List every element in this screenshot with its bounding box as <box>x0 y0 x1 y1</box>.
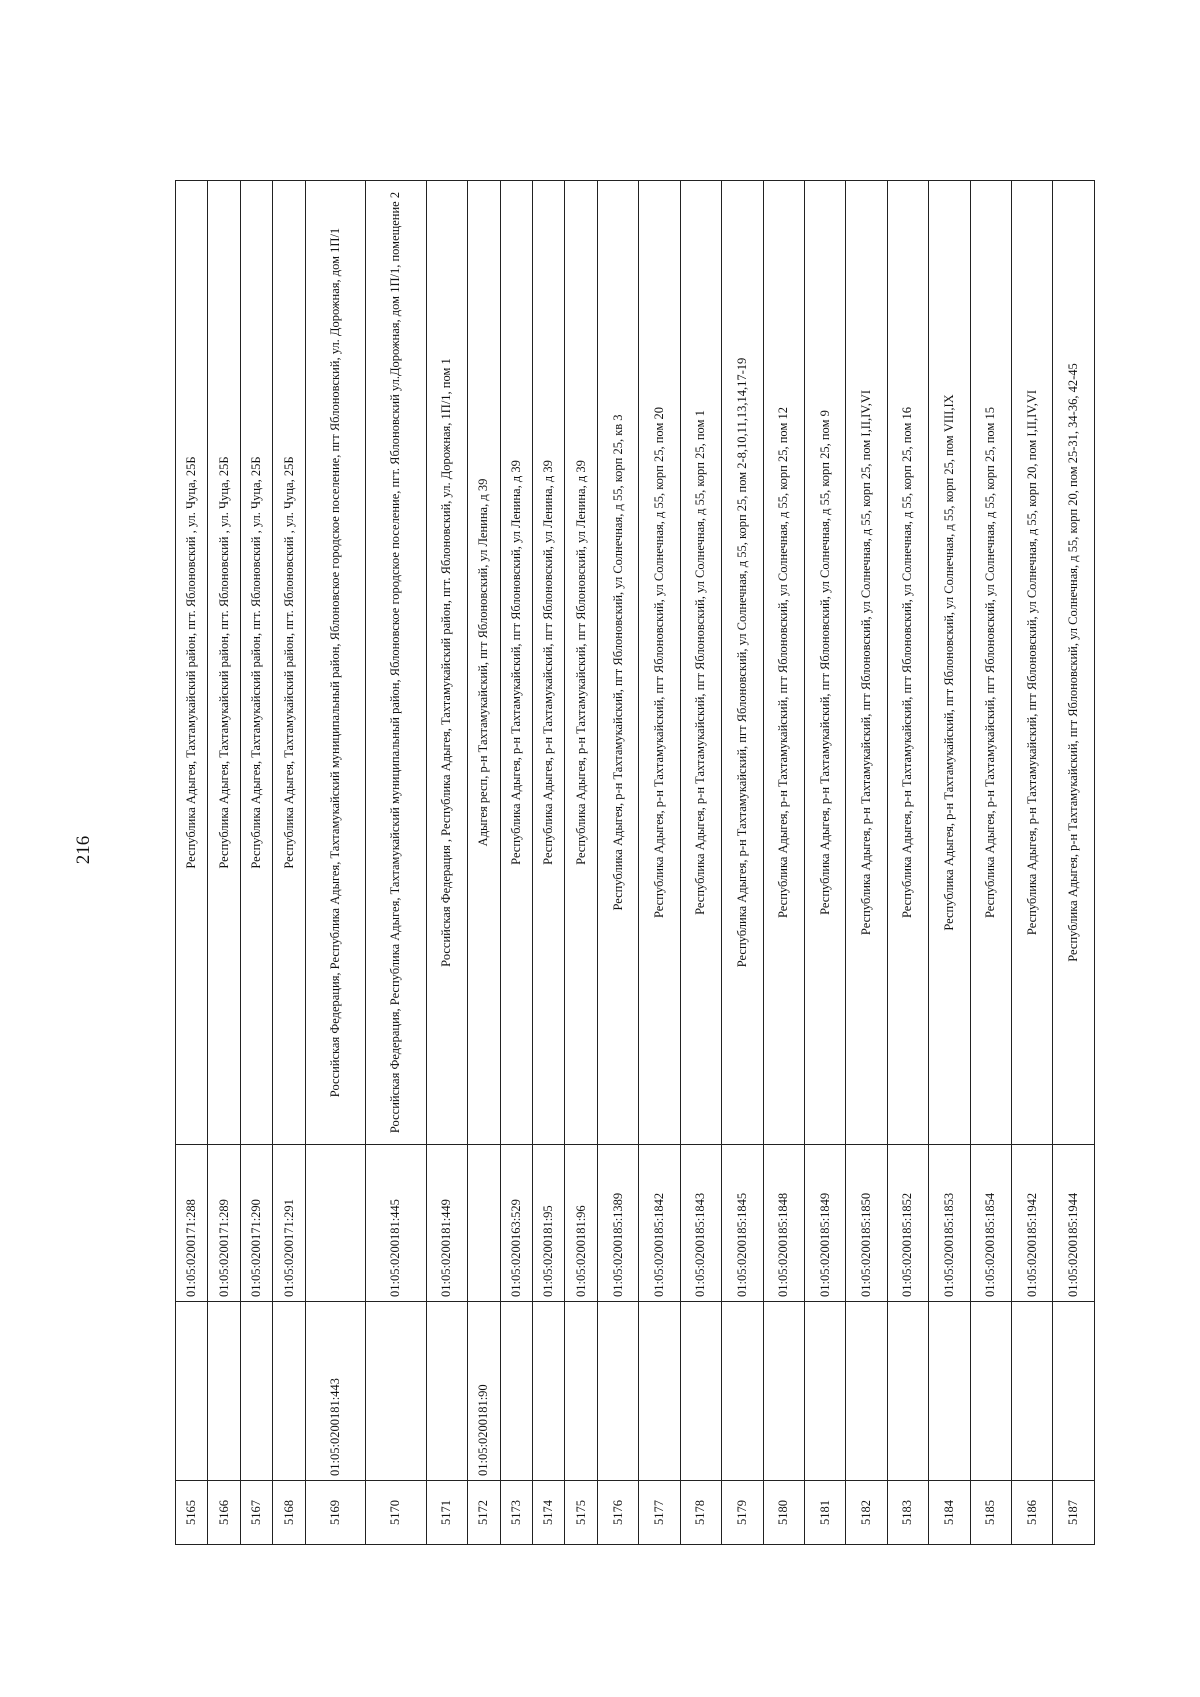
registry-table-body <box>176 181 1095 1545</box>
row-number: 5177 <box>639 1481 680 1545</box>
table-row <box>273 181 305 1545</box>
address: Республика Адыгея, р-н Тахтамукайский, пгт Яблоновский, ул Солнечная, д 55, корп 20, пом I,II,IV,VI <box>1011 181 1052 1145</box>
row-number: 5176 <box>597 1481 638 1545</box>
address: Республика Адыгея, р-н Тахтамукайский, пгт Яблоновский, ул Солнечная, д 55, корп 25, пом VIII,IX <box>929 181 970 1145</box>
parent-cadastral-number <box>565 1302 597 1481</box>
cadastral-number: 01:05:0200185:1942 <box>1011 1145 1052 1302</box>
address: Республика Адыгея, р-н Тахтамукайский, пгт Яблоновский, ул Солнечная, д 55, корп 25, пом 20 <box>639 181 680 1145</box>
table-row <box>176 181 208 1545</box>
address: Республика Адыгея, р-н Тахтамукайский, пгт Яблоновский, ул Солнечная, д 55, корп 25, пом 12 <box>763 181 804 1145</box>
row-number: 5172 <box>468 1481 500 1545</box>
address: Российская Федерация , Республика Адыгея, Тахтамукайский район, пгт. Яблоновский, ул. Дорожная, 1П/1, пом 1 <box>426 181 467 1145</box>
cadastral-number: 01:05:0200185:1850 <box>846 1145 887 1302</box>
row-number: 5175 <box>565 1481 597 1545</box>
cadastral-number: 01:05:0200163:529 <box>500 1145 532 1302</box>
row-number: 5181 <box>804 1481 845 1545</box>
table-row <box>1011 181 1052 1545</box>
address: Республика Адыгея, Тахтамукайский район, пгт. Яблоновский , ул. Чуца, 25Б <box>208 181 240 1145</box>
table-row <box>208 181 240 1545</box>
cadastral-number: 01:05:0200171:291 <box>273 1145 305 1302</box>
parent-cadastral-number <box>426 1302 467 1481</box>
table-row <box>804 181 845 1545</box>
cadastral-number: 01:05:0200185:1843 <box>680 1145 721 1302</box>
parent-cadastral-number <box>597 1302 638 1481</box>
page-number: 216 <box>73 835 94 865</box>
row-number: 5167 <box>240 1481 272 1545</box>
table-row <box>565 181 597 1545</box>
row-number: 5168 <box>273 1481 305 1545</box>
cadastral-number: 01:05:0200181:445 <box>366 1145 426 1302</box>
address: Адыгея респ, р-н Тахтамукайский, пгт Яблоновский, ул Ленина, д 39 <box>468 181 500 1145</box>
parent-cadastral-number <box>929 1302 970 1481</box>
row-number: 5183 <box>887 1481 928 1545</box>
table-row <box>929 181 970 1545</box>
address: Российская Федерация, Республика Адыгея, Тахтамукайский муниципальный район, Яблоновское городское поселение, пгт Яблоновский, ул. Дорожная, дом 1П/1 <box>305 181 365 1145</box>
address: Российская Федерация, Республика Адыгея, Тахтамукайский муниципальный район, Яблоновское городское поселение, пгт. Яблоновский ул.Дорожная, дом 1П/1, помещение 2 <box>366 181 426 1145</box>
cadastral-number: 01:05:0200185:1853 <box>929 1145 970 1302</box>
address: Республика Адыгея, Тахтамукайский район, пгт. Яблоновский , ул. Чуца, 25Б <box>176 181 208 1145</box>
address: Республика Адыгея, р-н Тахтамукайский, пгт Яблоновский, ул Ленина, д 39 <box>565 181 597 1145</box>
row-number: 5178 <box>680 1481 721 1545</box>
parent-cadastral-number <box>639 1302 680 1481</box>
cadastral-number: 01:05:0200171:289 <box>208 1145 240 1302</box>
table-row <box>468 181 500 1545</box>
row-number: 5185 <box>970 1481 1011 1545</box>
parent-cadastral-number: 01:05:0200181:90 <box>468 1302 500 1481</box>
address: Республика Адыгея, Тахтамукайский район, пгт. Яблоновский , ул. Чуца, 25Б <box>240 181 272 1145</box>
table-row <box>426 181 467 1545</box>
parent-cadastral-number <box>970 1302 1011 1481</box>
parent-cadastral-number <box>1053 1302 1095 1481</box>
row-number: 5171 <box>426 1481 467 1545</box>
address: Республика Адыгея, Тахтамукайский район, пгт. Яблоновский , ул. Чуца, 25Б <box>273 181 305 1145</box>
row-number: 5179 <box>722 1481 763 1545</box>
table-row <box>639 181 680 1545</box>
table-row <box>970 181 1011 1545</box>
address: Республика Адыгея, р-н Тахтамукайский, пгт Яблоновский, ул Солнечная, д 55, корп 25, пом 2-8,10,11,13,14,17-19 <box>722 181 763 1145</box>
cadastral-number: 01:05:0200185:1944 <box>1053 1145 1095 1302</box>
cadastral-number: 01:05:0200171:288 <box>176 1145 208 1302</box>
row-number: 5174 <box>533 1481 565 1545</box>
parent-cadastral-number <box>208 1302 240 1481</box>
table-row <box>680 181 721 1545</box>
address: Республика Адыгея, р-н Тахтамукайский, пгт Яблоновский, ул Солнечная, д 55, корп 25, пом I,II,IV,VI <box>846 181 887 1145</box>
cadastral-number: 01:05:0200185:1845 <box>722 1145 763 1302</box>
cadastral-number: 01:05:0200185:1854 <box>970 1145 1011 1302</box>
parent-cadastral-number <box>804 1302 845 1481</box>
address: Республика Адыгея, р-н Тахтамукайский, пгт Яблоновский, ул Солнечная, д 55, корп 25, пом 15 <box>970 181 1011 1145</box>
parent-cadastral-number <box>763 1302 804 1481</box>
row-number: 5165 <box>176 1481 208 1545</box>
parent-cadastral-number <box>176 1302 208 1481</box>
cadastral-number: 01:05:0200185:1849 <box>804 1145 845 1302</box>
parent-cadastral-number <box>846 1302 887 1481</box>
table-row <box>763 181 804 1545</box>
row-number: 5182 <box>846 1481 887 1545</box>
parent-cadastral-number: 01:05:0200181:443 <box>305 1302 365 1481</box>
registry-table-container <box>175 180 1095 1545</box>
cadastral-number: 01:05:0200181:449 <box>426 1145 467 1302</box>
registry-table <box>175 180 1095 1545</box>
table-row <box>887 181 928 1545</box>
address: Республика Адыгея, р-н Тахтамукайский, пгт Яблоновский, ул Солнечная, д 55, корп 20, пом 25-31, 34-36, 42-45 <box>1053 181 1095 1145</box>
parent-cadastral-number <box>722 1302 763 1481</box>
cadastral-number: 01:05:0200171:290 <box>240 1145 272 1302</box>
row-number: 5187 <box>1053 1481 1095 1545</box>
cadastral-number: 01:05:0200181:96 <box>565 1145 597 1302</box>
cadastral-number <box>468 1145 500 1302</box>
row-number: 5173 <box>500 1481 532 1545</box>
parent-cadastral-number <box>273 1302 305 1481</box>
table-row <box>722 181 763 1545</box>
parent-cadastral-number <box>240 1302 272 1481</box>
table-row <box>1053 181 1095 1545</box>
table-row <box>305 181 365 1545</box>
cadastral-number: 01:05:0200185:1842 <box>639 1145 680 1302</box>
row-number: 5184 <box>929 1481 970 1545</box>
table-row <box>533 181 565 1545</box>
parent-cadastral-number <box>366 1302 426 1481</box>
cadastral-number: 01:05:0200185:1389 <box>597 1145 638 1302</box>
row-number: 5169 <box>305 1481 365 1545</box>
parent-cadastral-number <box>1011 1302 1052 1481</box>
address: Республика Адыгея, р-н Тахтамукайский, пгт Яблоновский, ул Солнечная, д 55, корп 25, пом 16 <box>887 181 928 1145</box>
row-number: 5170 <box>366 1481 426 1545</box>
cadastral-number: 01:05:0200181:95 <box>533 1145 565 1302</box>
cadastral-number <box>305 1145 365 1302</box>
address: Республика Адыгея, р-н Тахтамукайский, пгт Яблоновский, ул Солнечная, д 55, корп 25, кв 3 <box>597 181 638 1145</box>
row-number: 5186 <box>1011 1481 1052 1545</box>
row-number: 5166 <box>208 1481 240 1545</box>
address: Республика Адыгея, р-н Тахтамукайский, пгт Яблоновский, ул Ленина, д 39 <box>533 181 565 1145</box>
table-row <box>500 181 532 1545</box>
address: Республика Адыгея, р-н Тахтамукайский, пгт Яблоновский, ул Солнечная, д 55, корп 25, пом 1 <box>680 181 721 1145</box>
cadastral-number: 01:05:0200185:1852 <box>887 1145 928 1302</box>
parent-cadastral-number <box>887 1302 928 1481</box>
parent-cadastral-number <box>500 1302 532 1481</box>
table-row <box>366 181 426 1545</box>
table-row <box>846 181 887 1545</box>
cadastral-number: 01:05:0200185:1848 <box>763 1145 804 1302</box>
table-row <box>597 181 638 1545</box>
table-row <box>240 181 272 1545</box>
address: Республика Адыгея, р-н Тахтамукайский, пгт Яблоновский, ул Солнечная, д 55, корп 25, пом 9 <box>804 181 845 1145</box>
parent-cadastral-number <box>533 1302 565 1481</box>
address: Республика Адыгея, р-н Тахтамукайский, пгт Яблоновский, ул Ленина, д 39 <box>500 181 532 1145</box>
parent-cadastral-number <box>680 1302 721 1481</box>
row-number: 5180 <box>763 1481 804 1545</box>
